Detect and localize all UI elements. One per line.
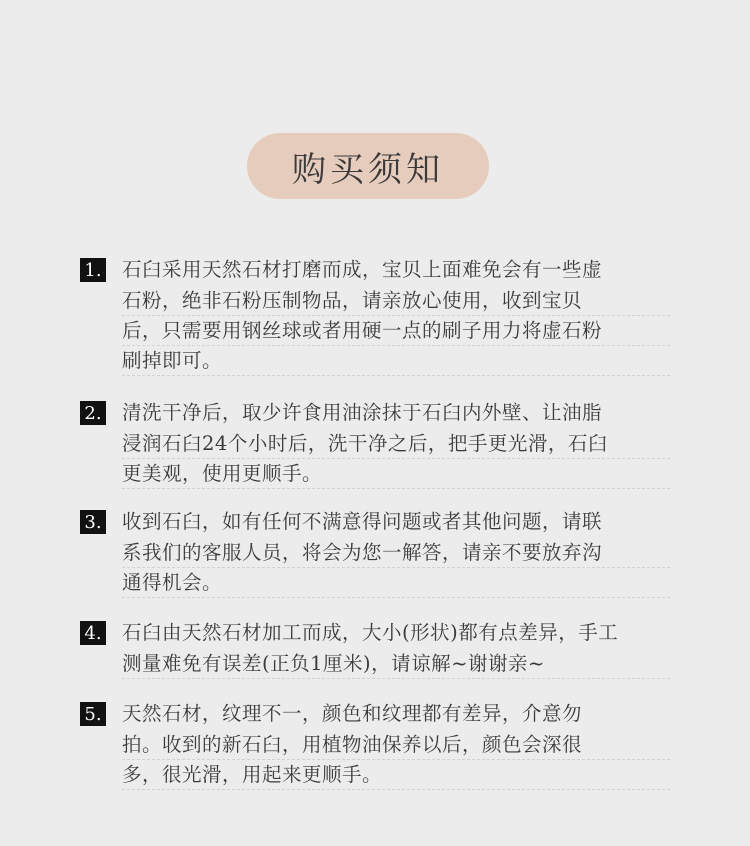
item-line: 石臼由天然石材加工而成，大小(形状)都有点差异，手工 (122, 621, 619, 644)
item-number: 5. (80, 702, 106, 726)
item-line: 收到石臼，如有任何不满意得问题或者其他问题，请联 (122, 510, 603, 533)
notice-item-1 (80, 255, 670, 376)
item-number: 3. (80, 510, 106, 534)
item-line: 清洗干净后，取少许食用油涂抹于石臼内外壁、让油脂 (122, 401, 603, 424)
item-number: 4. (80, 621, 106, 645)
notice-item-2 (80, 398, 670, 489)
title-pill (247, 133, 489, 199)
item-number: 1. (80, 258, 106, 282)
item-line: 后，只需要用钢丝球或者用硬一点的刷子用力将虚石粉 (122, 316, 670, 346)
item-line: 浸润石臼24个小时后，洗干净之后，把手更光滑，石臼 (122, 429, 670, 459)
notice-item-3 (80, 507, 670, 598)
item-line: 石臼采用天然石材打磨而成，宝贝上面难免会有一些虚 (122, 258, 603, 281)
page-title: 购买须知 (292, 149, 444, 190)
item-number: 2. (80, 401, 106, 425)
item-line: 系我们的客服人员，将会为您一解答，请亲不要放弃沟 (122, 538, 670, 568)
item-line: 石粉，绝非石粉压制物品，请亲放心使用，收到宝贝 (122, 286, 670, 316)
item-line: 通得机会。 (122, 568, 670, 598)
item-line: 更美观，使用更顺手。 (122, 459, 670, 489)
item-line: 拍。收到的新石臼，用植物油保养以后，颜色会深很 (122, 730, 670, 760)
notice-item-4 (80, 618, 670, 679)
item-line: 天然石材，纹理不一，颜色和纹理都有差异，介意勿 (122, 702, 583, 725)
item-line: 测量难免有误差(正负1厘米)，请谅解~谢谢亲~ (122, 649, 670, 679)
notice-item-5 (80, 699, 670, 790)
item-line: 刷掉即可。 (122, 346, 670, 376)
item-line: 多，很光滑，用起来更顺手。 (122, 760, 670, 790)
